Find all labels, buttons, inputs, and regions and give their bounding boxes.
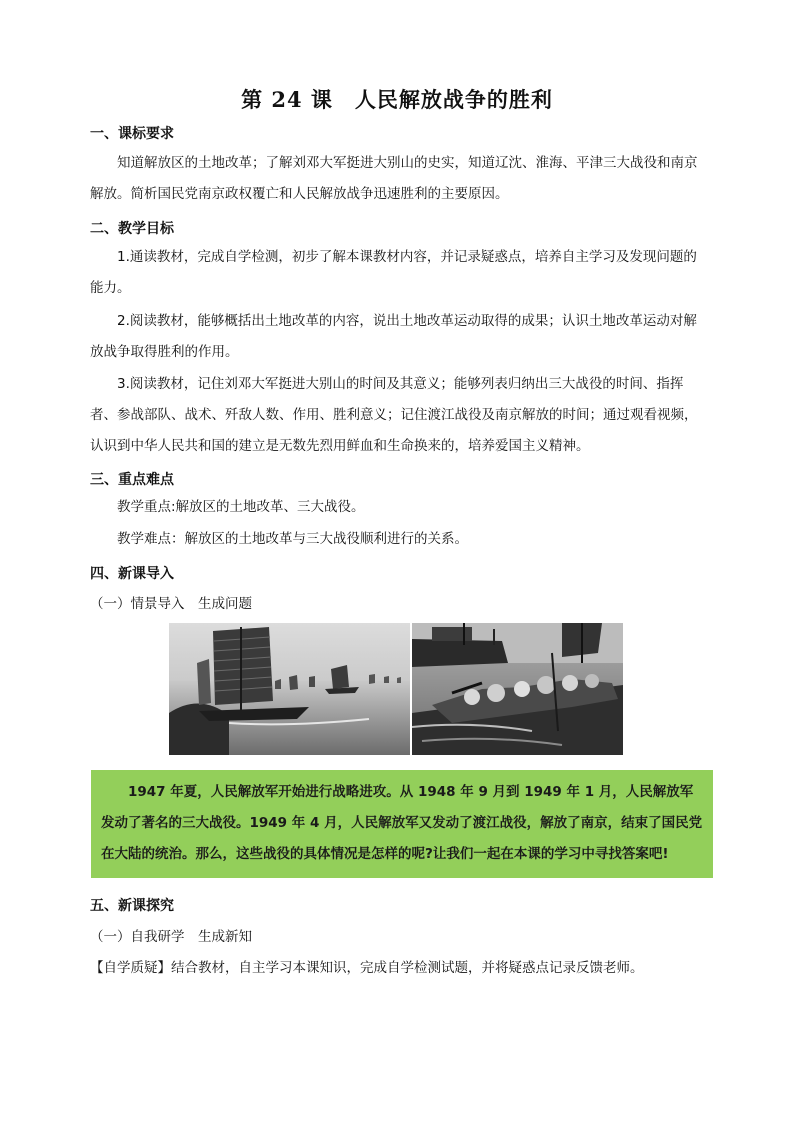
lesson-title: 第 24 课 人民解放战争的胜利 bbox=[241, 87, 553, 112]
section-heading-intro: 四、新课导入 bbox=[90, 566, 174, 582]
objective-item-1: 1.通读教材，完成自学检测，初步了解本课教材内容，并记录疑惑点，培养自主学习及发现问题的能力。 bbox=[90, 249, 697, 296]
objective-item-3: 3.阅读教材，记住刘邓大军挺进大别山的时间及其意义；能够列表归纳出三大战役的时间、指挥者、参战部队、战术、歼敌人数、作用、胜利意义；记住渡江战役及南京解放的时间；通过观看视频，认识到中华人民共和国的建立是无数先烈用鲜血和生命换来的，培养爱国主义精神。 bbox=[90, 376, 698, 454]
exploration-subheading: （一）自我研学 生成新知 bbox=[90, 929, 252, 945]
sailboats-crossing-river-photo bbox=[169, 623, 410, 755]
section-heading-objectives: 二、教学目标 bbox=[90, 221, 174, 237]
self-study-task: 【自学质疑】结合教材，自主学习本课知识，完成自学检测试题，并将疑惑点记录反馈老师。 bbox=[90, 960, 644, 976]
soldiers-in-boat-photo bbox=[412, 623, 623, 755]
section-heading-standards: 一、课标要求 bbox=[90, 126, 174, 142]
intro-highlight-text: 1947 年夏，人民解放军开始进行战略进攻。从 1948 年 9 月到 1949 年 1 月，人民解放军发动了著名的三大战役。1949 年 4 月，人民解放军又发动了渡江战役，解放了南京，结束了国民党在大陆的统治。那么，这些战役的具体情况是怎样的呢?让我们一起在本课的学习中寻找答案吧! bbox=[101, 784, 703, 862]
section-heading-key-points: 三、重点难点 bbox=[90, 472, 174, 488]
intro-highlight-box bbox=[91, 770, 713, 878]
section-heading-exploration: 五、新课探究 bbox=[90, 898, 174, 914]
historical-photos bbox=[169, 623, 623, 755]
intro-subheading: （一）情景导入 生成问题 bbox=[90, 596, 252, 612]
objective-item-2: 2.阅读教材，能够概括出土地改革的内容，说出土地改革运动取得的成果；认识土地改革运动对解放战争取得胜利的作用。 bbox=[90, 313, 697, 360]
standards-paragraph: 知道解放区的土地改革；了解刘邓大军挺进大别山的史实，知道辽沈、淮海、平津三大战役和南京解放。简析国民党南京政权覆亡和人民解放战争迅速胜利的主要原因。 bbox=[90, 155, 698, 202]
difficulty-text: 教学难点：解放区的土地改革与三大战役顺利进行的关系。 bbox=[117, 531, 468, 547]
key-point-text: 教学重点:解放区的土地改革、三大战役。 bbox=[117, 499, 365, 515]
